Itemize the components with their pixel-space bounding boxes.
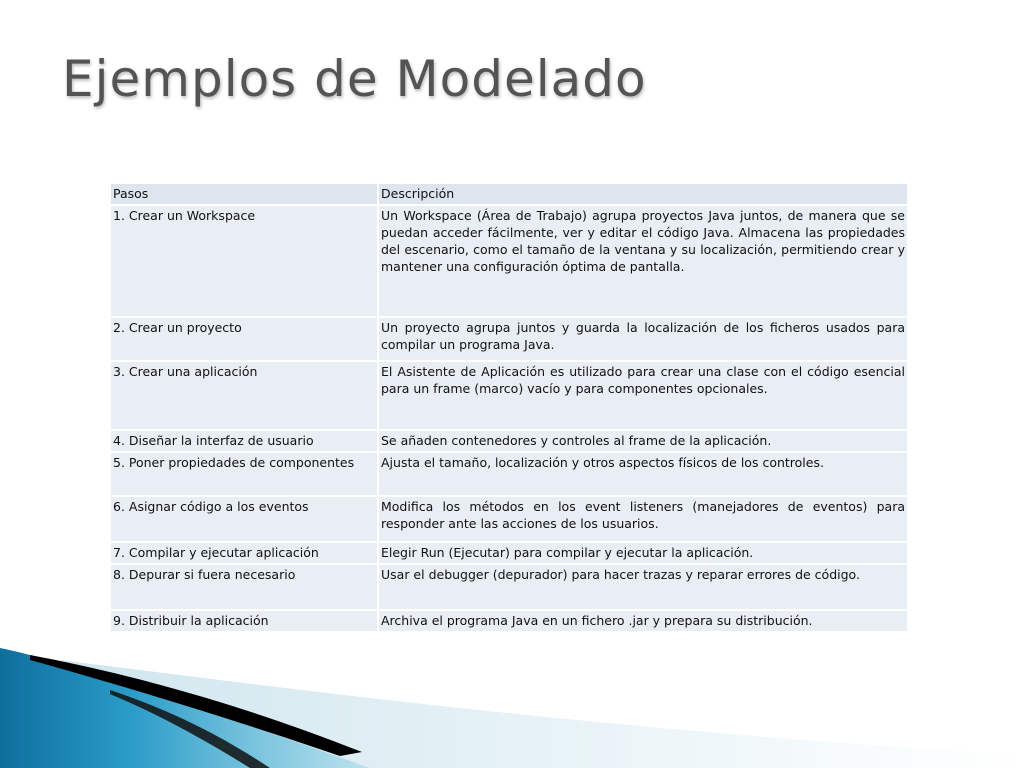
black-swoosh-stroke — [30, 655, 362, 756]
step-cell: 2. Crear un proyecto — [110, 317, 378, 361]
description-cell: Ajusta el tamaño, localización y otros aspectos físicos de los controles. — [378, 452, 908, 496]
table-row — [110, 430, 908, 452]
description-cell: Usar el debugger (depurador) para hacer trazas y reparar errores de código. — [378, 564, 908, 610]
table-row — [110, 452, 908, 496]
table-row — [110, 317, 908, 361]
description-cell: Modifica los métodos en los event listeners (manejadores de eventos) para responder ante las acciones de los usuarios. — [378, 496, 908, 542]
step-cell: 5. Poner propiedades de componentes — [110, 452, 378, 496]
description-cell: Se añaden contenedores y controles al frame de la aplicación. — [378, 430, 908, 452]
description-cell: El Asistente de Aplicación es utilizado para crear una clase con el código esencial para un frame (marco) vacío y para componentes opcionales. — [378, 361, 908, 430]
blue-swoosh-band — [0, 648, 370, 768]
black-swoosh-lower — [110, 690, 270, 768]
table-row — [110, 610, 908, 632]
header-descripcion: Descripción — [378, 183, 908, 205]
table-row — [110, 564, 908, 610]
table-header-row — [110, 183, 908, 205]
table-row — [110, 361, 908, 430]
step-cell: 7. Compilar y ejecutar aplicación — [110, 542, 378, 564]
step-cell: 4. Diseñar la interfaz de usuario — [110, 430, 378, 452]
pale-swoosh-band — [60, 660, 1024, 768]
table-row — [110, 496, 908, 542]
header-pasos: Pasos — [110, 183, 378, 205]
table-row — [110, 205, 908, 317]
step-cell: 1. Crear un Workspace — [110, 205, 378, 317]
step-cell: 3. Crear una aplicación — [110, 361, 378, 430]
description-cell: Un Workspace (Área de Trabajo) agrupa proyectos Java juntos, de manera que se puedan acceder fácilmente, ver y editar el código Java. Almacena las propiedades del escenario, como el tamaño de la ventana y su localización, permitiendo crear y mantener una configuración óptima de pantalla. — [378, 205, 908, 317]
steps-table — [109, 182, 909, 633]
step-cell: 6. Asignar código a los eventos — [110, 496, 378, 542]
table-row — [110, 542, 908, 564]
description-cell: Un proyecto agrupa juntos y guarda la localización de los ficheros usados para compilar un programa Java. — [378, 317, 908, 361]
step-cell: 9. Distribuir la aplicación — [110, 610, 378, 632]
description-cell: Archiva el programa Java en un fichero .jar y prepara su distribución. — [378, 610, 908, 632]
slide-title: Ejemplos de Modelado — [62, 50, 647, 108]
description-cell: Elegir Run (Ejecutar) para compilar y ejecutar la aplicación. — [378, 542, 908, 564]
step-cell: 8. Depurar si fuera necesario — [110, 564, 378, 610]
